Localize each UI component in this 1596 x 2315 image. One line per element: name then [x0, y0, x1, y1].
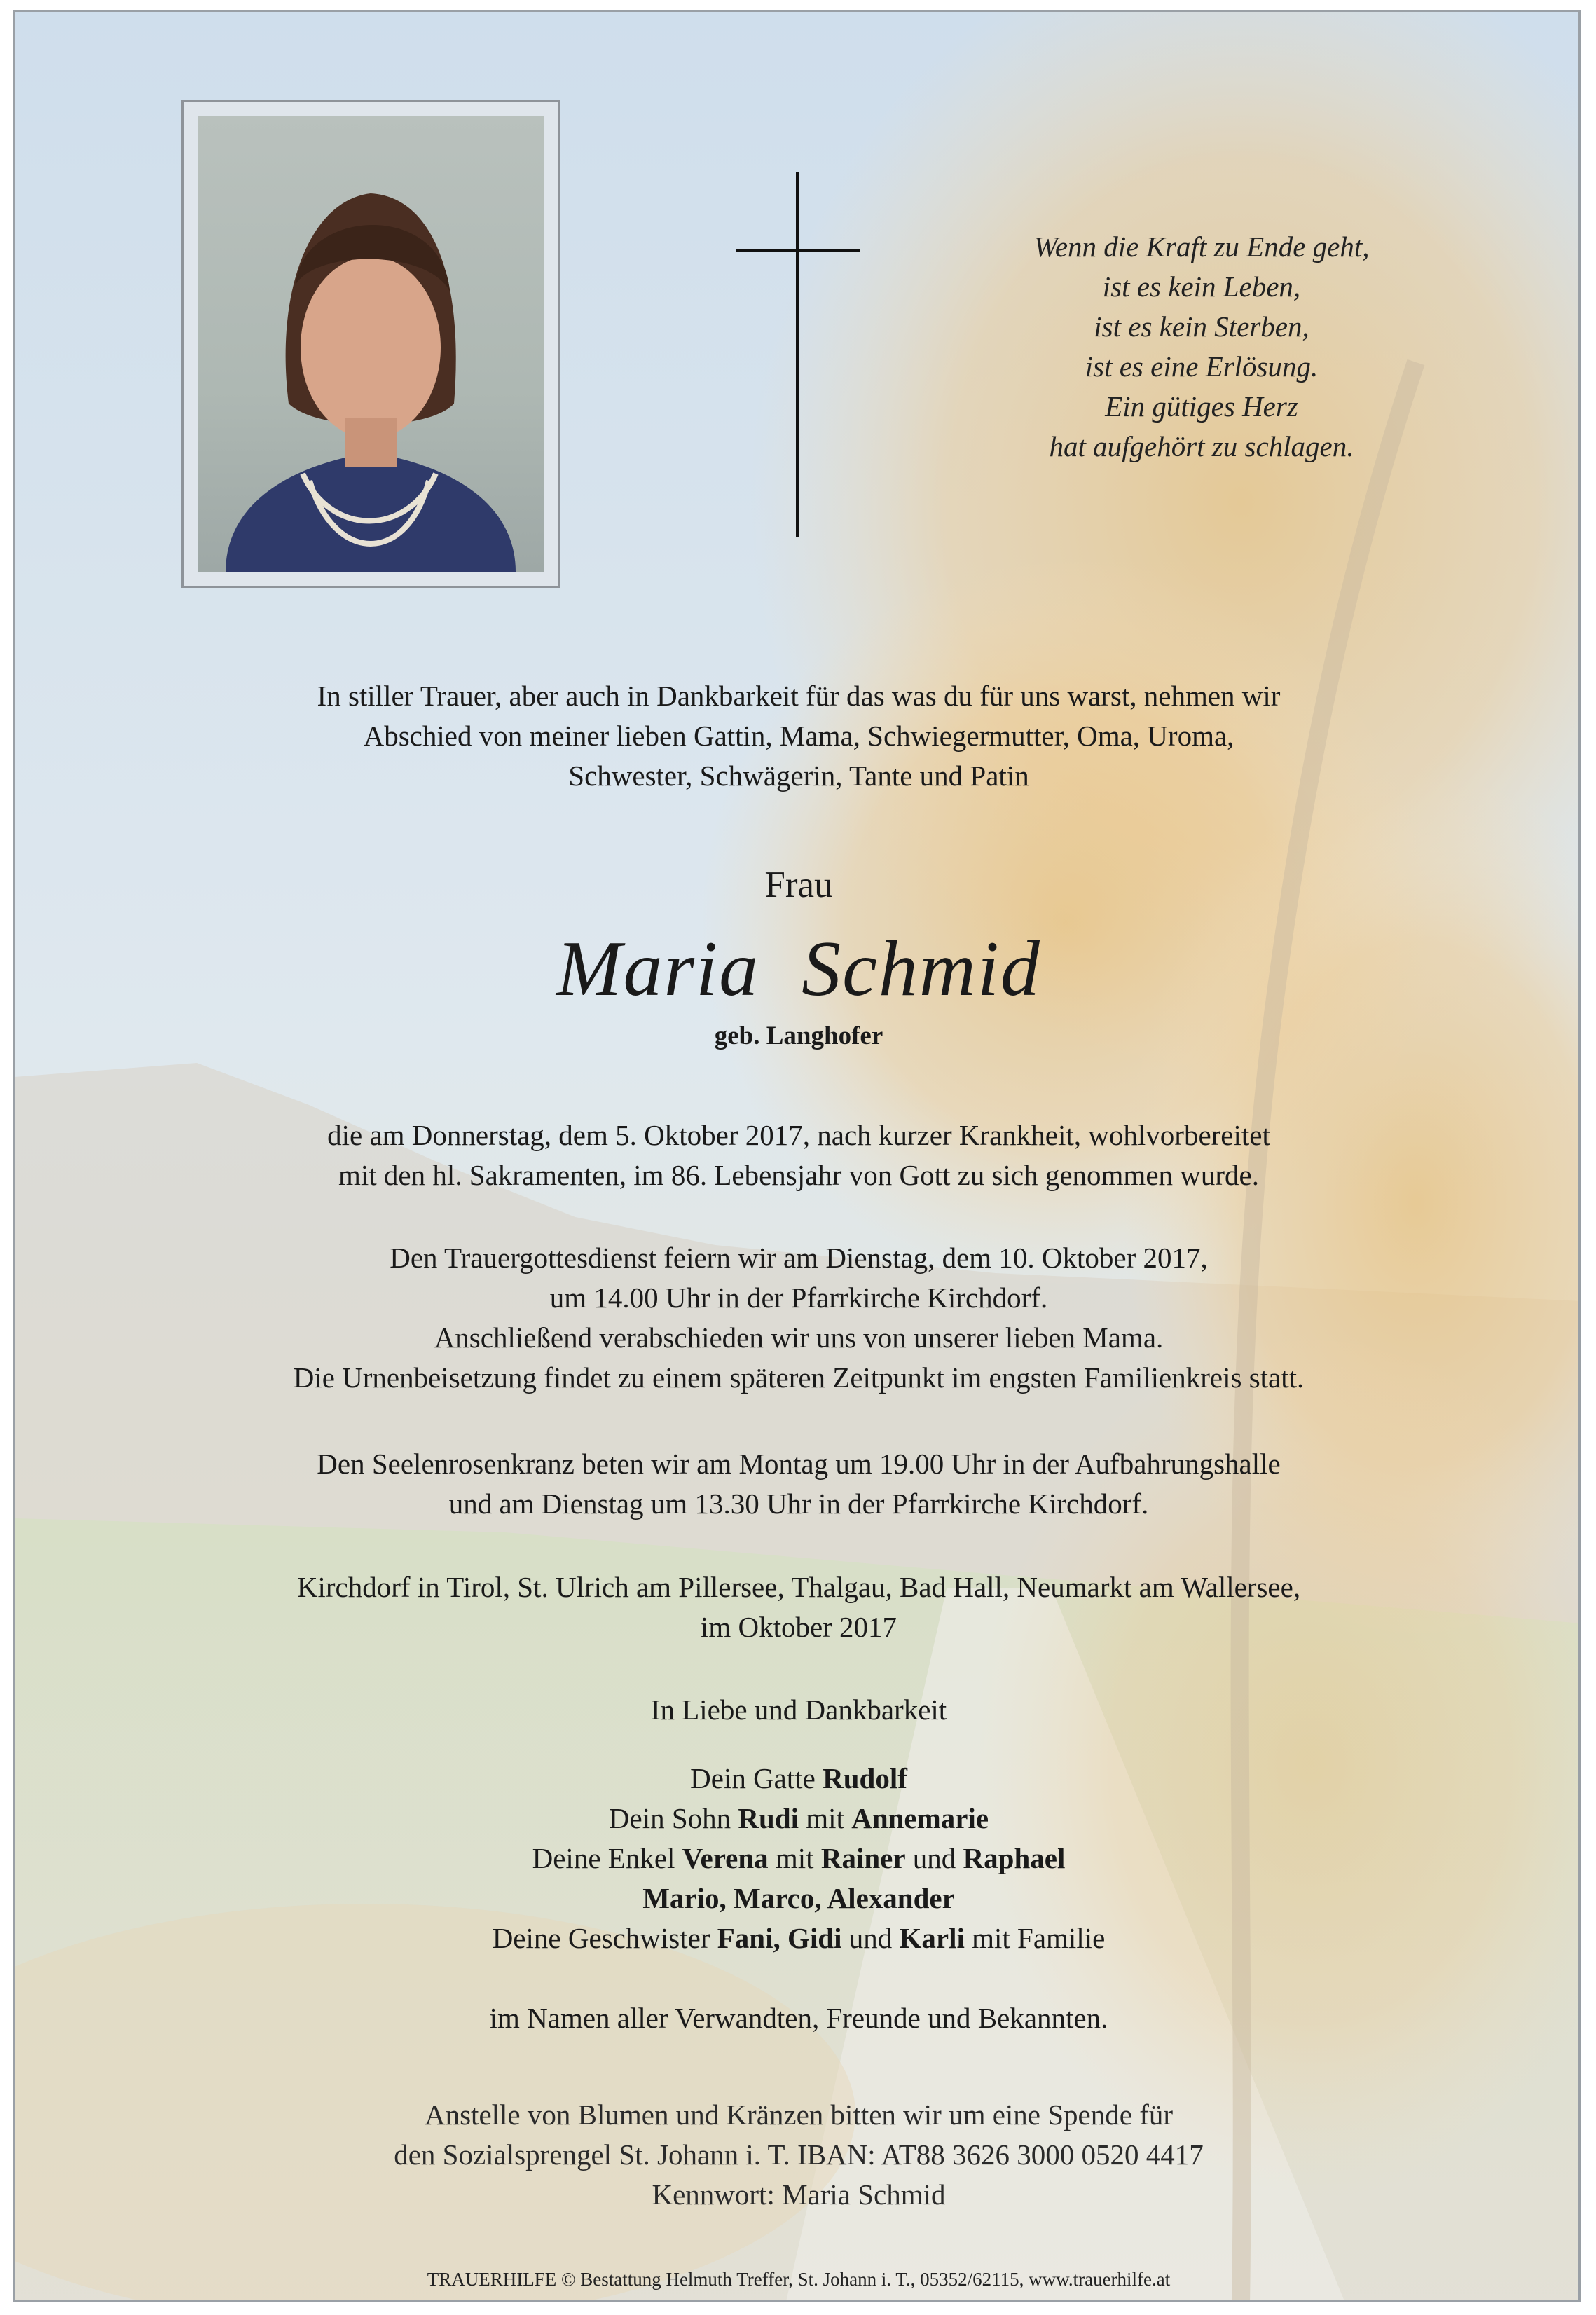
family-line-spouse	[15, 1759, 1581, 1799]
family-name: Annemarie	[851, 1802, 989, 1834]
family-label: und	[841, 1922, 900, 1954]
family-label: mit Familie	[964, 1922, 1106, 1954]
birth-name: geb. Langhofer	[714, 1022, 883, 1050]
family-name: Raphael	[963, 1842, 1066, 1874]
places-line: im Oktober 2017	[700, 1611, 897, 1643]
portrait-frame	[181, 100, 560, 588]
family-label: Dein Gatte	[690, 1762, 823, 1794]
poem-line: ist es eine Erlösung.	[1085, 350, 1319, 383]
service-line: um 14.00 Uhr in der Pfarrkirche Kirchdorf.	[549, 1282, 1048, 1314]
poem-line: ist es kein Leben,	[1102, 270, 1301, 303]
family-line-son	[15, 1799, 1581, 1839]
family-label: Dein Sohn	[608, 1802, 738, 1834]
death-notice-line: die am Donnerstag, dem 5. Oktober 2017, nach kurzer Krankheit, wohlvorbereitet	[327, 1119, 1270, 1151]
family-line-grandchildren	[15, 1839, 1581, 1878]
obituary-card	[13, 10, 1581, 2302]
family-label: mit	[799, 1802, 852, 1834]
donation-line: Kennwort: Maria Schmid	[652, 2178, 946, 2211]
cross-icon	[736, 172, 862, 537]
family-label: Deine Geschwister	[492, 1922, 717, 1954]
salutation: Frau	[764, 865, 833, 905]
rosary-line: Den Seelenrosenkranz beten wir am Montag um 19.00 Uhr in der Aufbahrungshalle	[317, 1448, 1281, 1480]
service-line: Anschließend verabschieden wir uns von unserer lieben Mama.	[434, 1321, 1164, 1354]
memorial-poem	[949, 227, 1454, 467]
service-line: Die Urnenbeisetzung findet zu einem späteren Zeitpunkt im engsten Familienkreis statt.	[293, 1361, 1305, 1394]
intro-line: In stiller Trauer, aber auch in Dankbarkeit für das was du für uns warst, nehmen wir	[317, 680, 1281, 712]
family-name: Rainer	[820, 1842, 906, 1874]
poem-line: hat aufgehört zu schlagen.	[1049, 430, 1354, 462]
death-notice	[15, 1115, 1581, 1195]
places-line: Kirchdorf in Tirol, St. Ulrich am Pillersee, Thalgau, Bad Hall, Neumarkt am Wallersee,	[296, 1571, 1301, 1603]
family-line-grandchildren-2	[15, 1878, 1581, 1918]
family-label: und	[905, 1842, 963, 1874]
portrait-photo	[198, 116, 544, 572]
gratitude-line: In Liebe und Dankbarkeit	[650, 1694, 947, 1726]
family-name: Verena	[682, 1842, 769, 1874]
footer-imprint: TRAUERHILFE © Bestattung Helmuth Treffer, St. Johann i. T., 05352/62115, www.trauerhilfe.at	[427, 2269, 1171, 2290]
intro-line: Abschied von meiner lieben Gattin, Mama, Schwiegermutter, Oma, Uroma,	[363, 720, 1234, 752]
death-notice-line: mit den hl. Sakramenten, im 86. Lebensjahr von Gott zu sich genommen wurde.	[338, 1159, 1259, 1191]
rosary-info	[15, 1444, 1581, 1524]
family-name: Rudi	[738, 1802, 799, 1834]
family-line-siblings	[15, 1918, 1581, 1958]
donation-request	[15, 2095, 1581, 2215]
intro-text	[15, 676, 1581, 796]
donation-line: den Sozialsprengel St. Johann i. T. IBAN: AT88 3626 3000 0520 4417	[394, 2138, 1204, 2171]
family-name: Mario, Marco, Alexander	[642, 1882, 955, 1914]
funeral-service	[15, 1238, 1581, 1398]
family-list	[15, 1759, 1581, 1958]
poem-line: Ein gütiges Herz	[1105, 390, 1298, 423]
family-name: Fani, Gidi	[717, 1922, 842, 1954]
poem-line: ist es kein Sterben,	[1094, 310, 1309, 343]
deceased-name: Maria Schmid	[556, 926, 1041, 1012]
relatives-line: im Namen aller Verwandten, Freunde und Bekannten.	[489, 2002, 1108, 2034]
service-line: Den Trauergottesdienst feiern wir am Dienstag, dem 10. Oktober 2017,	[390, 1242, 1208, 1274]
donation-line: Anstelle von Blumen und Kränzen bitten wir um eine Spende für	[424, 2098, 1174, 2131]
places-date	[15, 1567, 1581, 1647]
family-label: mit	[768, 1842, 821, 1874]
family-name: Karli	[899, 1922, 965, 1954]
intro-line: Schwester, Schwägerin, Tante und Patin	[568, 760, 1029, 792]
family-name: Rudolf	[823, 1762, 907, 1794]
family-label: Deine Enkel	[532, 1842, 682, 1874]
poem-line: Wenn die Kraft zu Ende geht,	[1033, 231, 1370, 263]
rosary-line: und am Dienstag um 13.30 Uhr in der Pfarrkirche Kirchdorf.	[448, 1488, 1149, 1520]
